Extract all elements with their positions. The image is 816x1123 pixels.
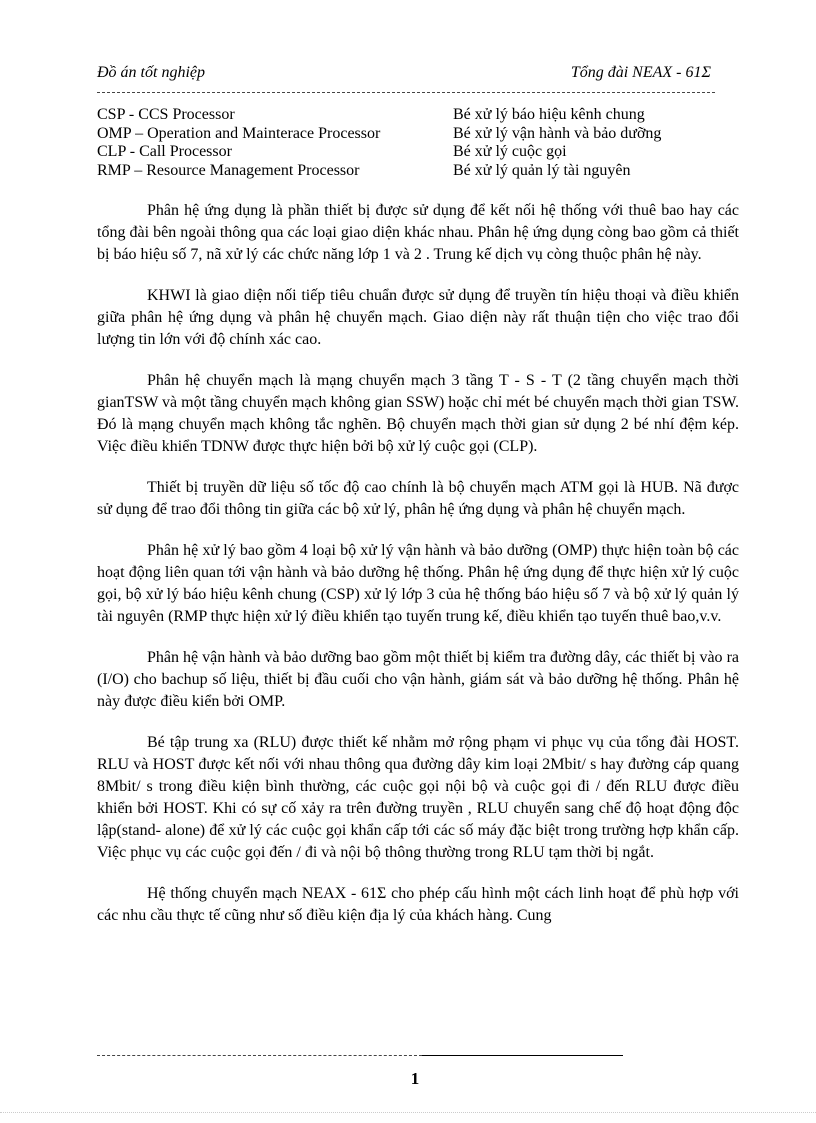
paragraph-application-subsystem: Phân hệ ứng dụng là phần thiết bị được sử dụng để kết nối hệ thống với thuê bao hay các tổng đài bên ngoài thông qua các loại giao diện khác nhau. Phân hệ ứng dụng còng bao gồm cả thiết bị báo hiệu số 7, nã xử lý các chức năng lớp 1 và 2 . Trung kế dịch vụ còng thuộc phân hệ này. bbox=[97, 202, 739, 263]
abbreviation-list bbox=[97, 106, 717, 180]
body-text bbox=[97, 200, 739, 946]
abbreviation-row bbox=[97, 143, 717, 162]
abbreviation-row bbox=[97, 106, 717, 125]
paragraph-system-configuration: Hệ thống chuyển mạch NEAX - 61Σ cho phép cấu hình một cách linh hoạt để phù hợp với các nhu cầu thực tế cũng như số điều kiện địa lý của khách hàng. Cung bbox=[97, 885, 739, 924]
paragraph-khwi-interface: KHWI là giao diện nối tiếp tiêu chuẩn được sử dụng để truyền tín hiệu thoại và điều khiển giữa phân hệ ứng dụng và phân hệ chuyển mạch. Giao diện này rất thuận tiện cho việc trao đổi lượng tin lớn với độ chính xác cao. bbox=[97, 287, 739, 348]
abbreviation-term: CSP - CCS Processor bbox=[97, 106, 235, 123]
header-chapter-title: Tổng đài NEAX - 61Σ bbox=[570, 64, 711, 81]
header-document-title: Đồ án tốt nghiệp bbox=[97, 64, 205, 81]
abbreviation-definition: Bé xử lý cuộc gọi bbox=[453, 143, 567, 160]
paragraph-processor-subsystem: Phân hệ xử lý bao gồm 4 loại bộ xử lý vận hành và bảo dưỡng (OMP) thực hiện toàn bộ các hoạt động liên quan tới vận hành và bảo dưỡng hệ thống. Phân hệ ứng dụng để thực hiện xử lý cuộc gọi, bộ xử lý báo hiệu kênh chung (CSP) xử lý lớp 3 của hệ thống báo hiệu số 7 và bộ xử lý quản lý tài nguyên (RMP thực hiện xử lý điều khiển tạo tuyến trung kế, điều khiển tạo tuyến thuê bao,v.v. bbox=[97, 542, 739, 625]
paragraph-operation-maintenance: Phân hệ vận hành và bảo dưỡng bao gồm một thiết bị kiểm tra đường dây, các thiết bị vào ra (I/O) cho bachup số liệu, thiết bị đầu cuối cho vận hành, giám sát và bảo dưỡng hệ thống. Phân hệ này được điều kiển bởi OMP. bbox=[97, 649, 739, 710]
page-number: 1 bbox=[410, 1069, 420, 1088]
header-divider bbox=[97, 92, 715, 93]
abbreviation-definition: Bé xử lý vận hành và bảo dưỡng bbox=[453, 124, 662, 142]
page-header bbox=[97, 64, 717, 86]
abbreviation-term: OMP – Operation and Mainterace Processor bbox=[97, 124, 381, 142]
abbreviation-term: RMP – Resource Management Processor bbox=[97, 161, 360, 179]
abbreviation-row bbox=[97, 125, 717, 144]
abbreviation-term: CLP - Call Processor bbox=[97, 143, 232, 160]
page-bottom-edge bbox=[0, 1112, 816, 1113]
footer-divider-solid bbox=[422, 1055, 623, 1056]
paragraph-data-transfer-hub: Thiết bị truyền dữ liệu số tốc độ cao chính là bộ chuyển mạch ATM gọi là HUB. Nã được sử dụng để trao đổi thông tin giữa các bộ xử lý, phân hệ ứng dụng và phân hệ chuyển mạch. bbox=[97, 479, 739, 518]
paragraph-remote-line-unit: Bé tập trung xa (RLU) được thiết kế nhằm mở rộng phạm vi phục vụ của tổng đài HOST. RLU và HOST được kết nối với nhau thông qua đường dây kim loại 2Mbit/ s hay đường cáp quang 8Mbit/ s trong điều kiện bình thường, các cuộc gọi nội bộ và cuộc gọi đi / đến RLU được điều khiển bởi HOST. Khi có sự cố xảy ra trên đường truyền , RLU chuyển sang chế độ hoạt động độc lập(stand- alone) để xử lý các cuộc gọi khẩn cấp tới các số máy đặc biệt trong trường hợp khẩn cấp. Việc phục vụ các cuộc gọi đến / đi và nội bộ thông thường trong RLU tạm thời bị ngắt. bbox=[97, 734, 739, 861]
abbreviation-definition: Bé xử lý báo hiệu kênh chung bbox=[453, 106, 645, 123]
abbreviation-definition: Bé xử lý quản lý tài nguyên bbox=[453, 161, 631, 179]
footer-divider-dashed bbox=[97, 1055, 422, 1056]
paragraph-switching-subsystem: Phân hệ chuyển mạch là mạng chuyển mạch 3 tầng T - S - T (2 tầng chuyển mạch thời gianTSW và một tầng chuyển mạch không gian SSW) hoặc chỉ mét bé chuyển mạch thời gian TSW. Đó là mạng chuyển mạch không tắc nghẽn. Bộ chuyển mạch thời gian sử dụng 2 bé nhí đệm kép. Việc điều khiển TDNW được thực hiện bởi bộ xử lý cuộc gọi (CLP). bbox=[97, 372, 739, 455]
abbreviation-row bbox=[97, 162, 717, 181]
